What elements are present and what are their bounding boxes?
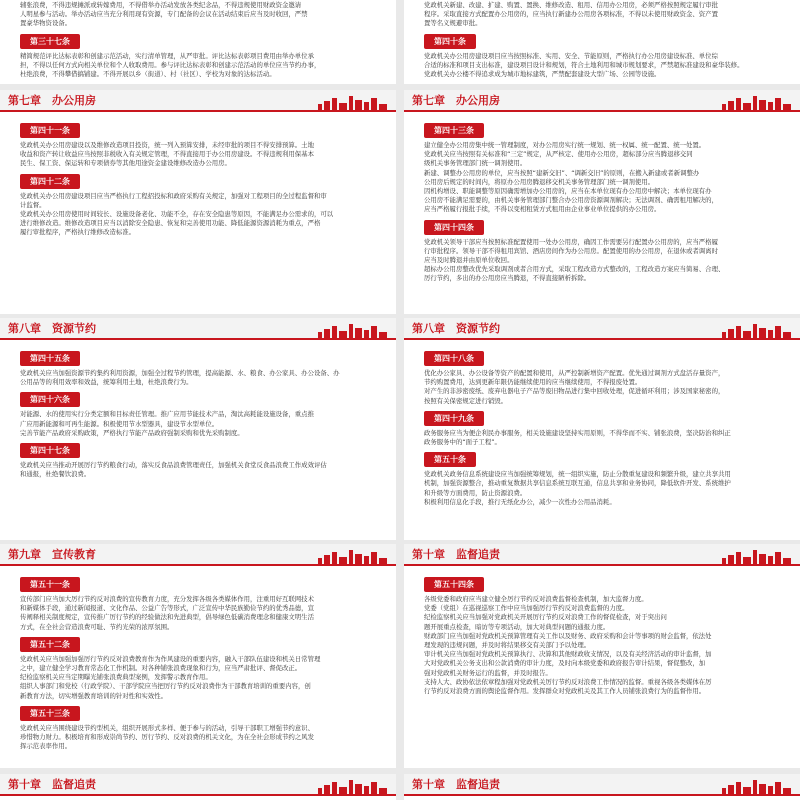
paragraph: 完善节能产品政府采购政策，严格执行节能产品政府强制采购和优先采购制度。 — [20, 428, 244, 437]
paragraph: 收益和资产转让收益应当按照非税收入有关规定管理，不得直接用于办公用房建设。不得违规利用保基本 — [20, 150, 314, 159]
slide-r1-right — [404, 0, 800, 84]
building-shape — [371, 326, 377, 338]
building-shape — [379, 558, 387, 564]
building-shape — [775, 782, 781, 794]
chapter-title: 第八章 资源节约 — [8, 322, 96, 335]
slide-r2-left — [0, 90, 396, 314]
building-shape — [349, 96, 353, 110]
paragraph: 组织人事部门和党校（行政学院）、干部学院应当把厉行节约反对浪费作为干部教育培训的重要内容，创 — [20, 682, 311, 691]
building-shape — [783, 558, 791, 564]
building-shape — [768, 330, 773, 338]
building-shape — [728, 101, 734, 110]
paragraph: 党政机关办公用房建设项目应当按照标准、实用、安全、节能原则，严格执行办公用房建设标准、单位综 — [424, 51, 718, 60]
paragraph: 党政机关应当推动开展厉行节约粮食行动，落实反食品浪费管理责任，加强机关食堂反食品浪费工作成效评估 — [20, 461, 327, 470]
building-shape — [349, 324, 353, 338]
paragraph: 履行审批程序，严格执行维修改造标准。 — [20, 228, 136, 237]
paragraph: 党政机关办公用房建设项目应当严格执行工程招投标和政府采购有关规定，加强对工程项目的全过程监督和审 — [20, 191, 327, 200]
paragraph: 和升级等方面费用，防止资源浪费。 — [424, 488, 527, 497]
paragraph: 行节约反对浪费方面的舆论监督作用。发挥群众对党政机关及其工作人员铺张浪费行为的监督作用。 — [424, 687, 706, 696]
paragraph: 因机构增设、职能调整等原因确需增加办公用房的，应当在本单位现有办公用房中解决；本单位现有办 — [424, 187, 712, 196]
building-shape — [728, 329, 734, 338]
building-shape — [324, 785, 330, 794]
paragraph: 党政机关办公用房建设以及维修改造项目投资，统一列入预算安排，未经审批的项目不得安排预算。土地 — [20, 141, 314, 149]
building-shape — [753, 780, 757, 794]
building-shape — [339, 557, 347, 564]
building-shape — [743, 787, 751, 794]
building-shape — [775, 98, 781, 110]
slide-r1-left — [0, 0, 396, 84]
building-shape — [728, 785, 734, 794]
building-shape — [364, 556, 369, 564]
building-shape — [753, 324, 757, 338]
article-tag: 第四十七条 — [20, 443, 80, 458]
building-shape — [332, 98, 337, 110]
paragraph: 新教育方法，切实增强教育培训的针对性和实效性。 — [20, 691, 167, 700]
paragraph: 按照有关保密规定进行销毁。 — [424, 396, 508, 405]
building-shape — [318, 332, 322, 338]
chapter-bar — [404, 774, 800, 796]
building-shape — [736, 782, 741, 794]
chapter-bar — [0, 774, 396, 796]
building-shape — [736, 326, 741, 338]
building-shape — [332, 782, 337, 794]
article-tag: 第三十七条 — [20, 34, 80, 49]
paragraph: 行审批程序。领导干部不得租用宾馆、酒店房间作为办公用房。配置使用的办公用房，在退休或者调离时 — [424, 246, 718, 255]
paragraph: 辅张浪费，不得违规摊派或转嫁费用，不得借举办活动发放各类纪念品，不得违规使用财政资金邀请 — [20, 1, 302, 9]
paragraph: 党政机关新建、改建、扩建、购置、置换、维修改造、租用、信用办公用房，必须严格按照规定履行审批 — [424, 1, 718, 9]
chapter-title: 第十章 监督追责 — [8, 778, 96, 791]
building-shape — [753, 96, 757, 110]
building-shape — [759, 328, 766, 338]
skyline-decoration — [318, 96, 388, 110]
building-shape — [743, 557, 751, 564]
skyline-decoration — [318, 550, 388, 564]
paragraph: 理发现的违规问题，并及时将结果移交有关部门予以处理。 — [424, 641, 591, 650]
building-shape — [364, 786, 369, 794]
skyline-decoration — [318, 324, 388, 338]
chapter-title: 第九章 宣传教育 — [8, 548, 96, 561]
building-shape — [324, 329, 330, 338]
building-shape — [783, 788, 791, 794]
paragraph: 公用房不能满足需要的，由机关事务管理部门整合办公用房资源调剂解决；无法调剂、确需租用解决的， — [424, 196, 718, 205]
building-shape — [736, 98, 741, 110]
paragraph: 计监督。 — [20, 200, 46, 209]
slide-r3-left — [0, 318, 396, 540]
paragraph: 杜绝浪费，不得攀借搞铺建。不得开展以乡（街道）、村（社区）、学校为对象的达标活动。 — [20, 70, 276, 79]
article-tag: 第四十九条 — [424, 411, 484, 426]
building-shape — [371, 552, 377, 564]
paragraph: 节约购置费用，达到更新年限仍能继续使用的应当继续使用，不得报废处置。 — [424, 378, 642, 387]
skyline-decoration — [722, 780, 792, 794]
paragraph: 党政机关办公楼不得追求成为城市地标建筑，严禁配套建设大型广场、公园等设施。 — [424, 70, 661, 79]
paragraph: 优化办公家具、办公设备等资产的配置和使用，从严控制新增资产配置。优先通过调剂方式盘活存量资产， — [424, 369, 725, 377]
paragraph: 大对党政机关公务支出和公款消费的审计力度，及时向本级党委和政府报告审计结果，督促整改，加 — [424, 659, 706, 668]
building-shape — [722, 788, 726, 794]
paragraph: 置等名义规避审批。 — [424, 19, 482, 28]
skyline-decoration — [722, 96, 792, 110]
article-tag: 第四十二条 — [20, 174, 80, 189]
paragraph: 宣传部门应当加大厉行节约反对浪费的宣传教育力度，充分发挥各级各类媒体作用，注重用好互联网技术 — [20, 595, 314, 603]
chapter-bar — [0, 90, 396, 112]
building-shape — [349, 550, 353, 564]
paragraph: 党政机关应当按照有关标准和“三定”规定，从严核定、使用办公用房，超标部分应当腾退移交同 — [424, 150, 693, 159]
skyline-decoration — [722, 550, 792, 564]
paragraph: 机制，加强资源整合，推动重复数据共享信息系统互联互通，信息共享和业务协同，降低软件开发、系统维护 — [424, 479, 731, 488]
paragraph: 新建、调整办公用房的单位，应当按照“建新交旧”、“调新交旧”的原则，在搬入新建或者新调整办 — [424, 168, 700, 177]
chapter-bar — [404, 544, 800, 566]
building-shape — [768, 786, 773, 794]
paragraph: 挥示范表率作用。 — [20, 742, 72, 751]
chapter-title: 第七章 办公用房 — [8, 94, 96, 107]
building-shape — [722, 104, 726, 110]
building-shape — [339, 103, 347, 110]
building-shape — [355, 554, 362, 564]
paragraph: 传阐释相关制度规定，宣传推广厉行节约的经验做法和先进典型，倡导绿色低碳消费理念和健康文明生活 — [20, 613, 314, 622]
article-tag: 第四十六条 — [20, 392, 80, 407]
paragraph: 强对党政机关财务运行的监督，并及时报告。 — [424, 668, 552, 677]
chapter-title: 第八章 资源节约 — [412, 322, 500, 335]
paragraph: 公用房后规定的时间内，将原办公用房腾退移交机关事务管理部门统一调剂使用。 — [424, 177, 655, 186]
paragraph: 纪检监察机关应当加强对党政机关开展厉行节约反对浪费工作的督促检查，对于突出问 — [424, 613, 667, 622]
paragraph: 党政机关政务信息系统建设应当加强统筹规划，统一组织实施，防止分散重复建设和频繁升级，建立共享共用 — [424, 470, 731, 479]
building-shape — [364, 102, 369, 110]
building-shape — [379, 104, 387, 110]
paragraph: 合适的标准和项目支出标准，建设项目设计和规划，符合土地利用和城市规划要求，严禁超标准建设和豪华装修。 — [424, 60, 744, 69]
building-shape — [318, 788, 322, 794]
skyline-decoration — [722, 324, 792, 338]
paragraph: 审计机关应当加强对党政机关预算执行、决算和其他财政收支情况，以及有关经济活动的审计监督，加 — [424, 650, 712, 659]
building-shape — [759, 554, 766, 564]
paragraph: 党委（党组）在巡视巡察工作中应当加强厉行节约反对浪费监督的力度。 — [424, 604, 629, 613]
article-tag: 第五十三条 — [20, 706, 80, 721]
paragraph: 党政机关应当围绕建设节约型机关，组织开展形式多样、便于参与的活动，引导干部职工增强节约意识、 — [20, 723, 314, 732]
building-shape — [783, 332, 791, 338]
building-shape — [775, 552, 781, 564]
paragraph: 支持人大、政协依法依章程加强对党政机关厉行节约反对浪费工作情况的监督。重视各级各类媒体在厉 — [424, 677, 712, 686]
paragraph: 对产生的非涉密废纸、废弃电器电子产品等废旧物品进行集中回收处理，促进循环利用；涉及国家秘密的， — [424, 387, 725, 396]
building-shape — [722, 332, 726, 338]
paragraph: 题开展重点检查，暗访等专项活动，加大对典型问题的通报力度。 — [424, 622, 610, 631]
slide-r5-left — [0, 774, 396, 800]
building-shape — [355, 784, 362, 794]
building-shape — [364, 330, 369, 338]
building-shape — [759, 784, 766, 794]
article-tag: 第五十条 — [424, 452, 476, 467]
paragraph: 精简规范评比达标表彰和创建示范活动，实行清单管理，从严审批。评比达标表彰项目费用由举办单位承 — [20, 51, 314, 60]
chapter-bar — [0, 318, 396, 340]
paragraph: 纪检监察机关应当定期曝光铺张浪费典型案例，发挥警示教育作用。 — [20, 673, 212, 682]
paragraph: 厉行节约，多出的办公用房应当腾退，不得直接陋析拆除。 — [424, 274, 591, 283]
paragraph: 广应用新能源和可再生能源。积极使用节水型器具，建设节水型单位。 — [20, 419, 219, 428]
chapter-title: 第七章 办公用房 — [412, 94, 500, 107]
building-shape — [379, 332, 387, 338]
building-shape — [759, 100, 766, 110]
paragraph: 应当严格履行报批手续，不得以变相租赁方式租用由企业事业单位提供的办公用房。 — [424, 205, 661, 214]
article-tag: 第五十四条 — [424, 577, 484, 592]
article-tag: 第四十四条 — [424, 220, 484, 235]
building-shape — [743, 103, 751, 110]
slide-r5-right — [404, 774, 800, 800]
slide-r2-right — [404, 90, 800, 314]
slide-r4-right — [404, 544, 800, 768]
paragraph: 级机关事务管理部门统一调剂使用。 — [424, 159, 527, 168]
building-shape — [324, 101, 330, 110]
paragraph: 方式，在全社会营造浪费可耻、节约光荣的浓厚氛围。 — [20, 622, 174, 631]
paragraph: 超标办公用房整改优先采取调剂或者合用方式，采取工程改造方式整改的，工程改造方案应当简易、合理、 — [424, 265, 725, 274]
building-shape — [318, 558, 322, 564]
building-shape — [371, 782, 377, 794]
paragraph: 人明星参与活动。举办活动应当充分利用现有资源，专门配备的会议在活动结束后应当及时收回，严禁 — [20, 10, 308, 19]
article-tag: 第五十二条 — [20, 637, 80, 652]
paragraph: 民生、保工资、保运转和专项债券等其他用途资金建设维修改造办公用房。 — [20, 159, 231, 168]
building-shape — [728, 555, 734, 564]
article-tag: 第四十八条 — [424, 351, 484, 366]
chapter-bar — [0, 544, 396, 566]
paragraph: 积极利用信息化手段，推行无纸化办公，减少一次性办公用品消耗。 — [424, 497, 616, 506]
paragraph: 党政机关应当加强资源节约集约利用资源，加强全过程节约管理，提高能源、水、粮食、办公家具、办公设备、办 — [20, 369, 340, 377]
building-shape — [775, 326, 781, 338]
paragraph: 党政机关办公用房使用时间较长、设施设备老化、功能不全，存在安全隐患等原因，不能满足办公需求的，可以 — [20, 210, 334, 219]
building-shape — [324, 555, 330, 564]
paragraph: 程序。采取直接方式配置办公用房的，应当执行新建办公用房各项标准，不得以未使用财政资金、资产置 — [424, 10, 718, 19]
building-shape — [339, 787, 347, 794]
building-shape — [743, 331, 751, 338]
building-shape — [339, 331, 347, 338]
paragraph: 党政机关应当加强加强厉行节约反对浪费教育作为作风建设的重要内容，融入干部队伍建设和机关日常管理 — [20, 654, 321, 663]
paragraph: 之中，建立健全学习教育常态化工作机制。对各种铺张浪费现象和行为，应当严肃批评、督促改正。 — [20, 664, 302, 673]
paragraph: 应当及时腾退并由原单位收回。 — [424, 256, 514, 265]
chapter-bar — [404, 90, 800, 112]
paragraph: 财政部门应当加强对党政机关预算管理有关工作以及财务、政府采购和会计等事项的财会监督，依法处 — [424, 631, 712, 640]
paragraph: 政务服务中的“面子工程”。 — [424, 438, 501, 447]
paragraph: 担，不得以任何方式向相关单位和个人收取费用。参与评比达标表彰和创建示范活动的单位应当节约办事， — [20, 60, 321, 69]
paragraph: 珍惜物力财力。积极培育和形成崇尚节约、厉行节约、反对浪费的机关文化，为在全社会形成节约之风发 — [20, 733, 314, 742]
building-shape — [318, 104, 322, 110]
paragraph: 和通报，杜绝餐饮浪费。 — [20, 470, 91, 479]
paragraph: 公用品等的利用效率和效益，统筹利用土地，杜绝浪费行为。 — [20, 378, 193, 387]
building-shape — [355, 328, 362, 338]
skyline-decoration — [318, 780, 388, 794]
building-shape — [379, 788, 387, 794]
building-shape — [349, 780, 353, 794]
article-tag: 第四十一条 — [20, 123, 80, 138]
paragraph: 党政机关领导干部应当按照标准配置使用一处办公用房，确因工作需要另行配置办公用房的，应当严格履 — [424, 237, 718, 246]
paragraph: 各级党委和政府应当建立健全厉行节约反对浪费监督检查机制，加大监督力度。 — [424, 595, 648, 603]
building-shape — [768, 556, 773, 564]
paragraph: 和新媒体手段，通过新闻报道、文化作品、公益广告等形式，广泛宣传中华民族勤俭节约的优秀品德，宣 — [20, 604, 314, 613]
paragraph: 建立健全办公用房集中统一管理制度，对办公用房实行统一规划、统一权属、统一配置、统一处置。 — [424, 141, 706, 149]
chapter-title: 第十章 监督追责 — [412, 778, 500, 791]
building-shape — [332, 552, 337, 564]
article-tag: 第四十三条 — [424, 123, 484, 138]
slide-r4-left — [0, 544, 396, 768]
paragraph: 置豪华物资设备。 — [20, 19, 72, 28]
paragraph: 对能源、水的使用实行分类定额和目标责任管理。推广应用节能技术产品，淘汰高耗能设施设备，重点推 — [20, 410, 314, 419]
building-shape — [332, 326, 337, 338]
slide-r3-right — [404, 318, 800, 540]
building-shape — [753, 550, 757, 564]
chapter-bar — [404, 318, 800, 340]
article-tag: 第五十一条 — [20, 577, 80, 592]
article-tag: 第四十条 — [424, 34, 476, 49]
building-shape — [722, 558, 726, 564]
building-shape — [783, 104, 791, 110]
article-tag: 第四十五条 — [20, 351, 80, 366]
building-shape — [371, 98, 377, 110]
building-shape — [736, 552, 741, 564]
chapter-title: 第十章 监督追责 — [412, 548, 500, 561]
paragraph: 政务服务应当为便企利民办事服务，相关设施建设坚持实用原则，不得华而不实、铺张浪费，坚决防治和纠正 — [424, 428, 731, 437]
paragraph: 进行维修改造。维修改造项目应当以消除安全隐患、恢复和完善使用功能、降低能源资源消耗为重点，严格 — [20, 219, 321, 228]
building-shape — [768, 102, 773, 110]
building-shape — [355, 100, 362, 110]
